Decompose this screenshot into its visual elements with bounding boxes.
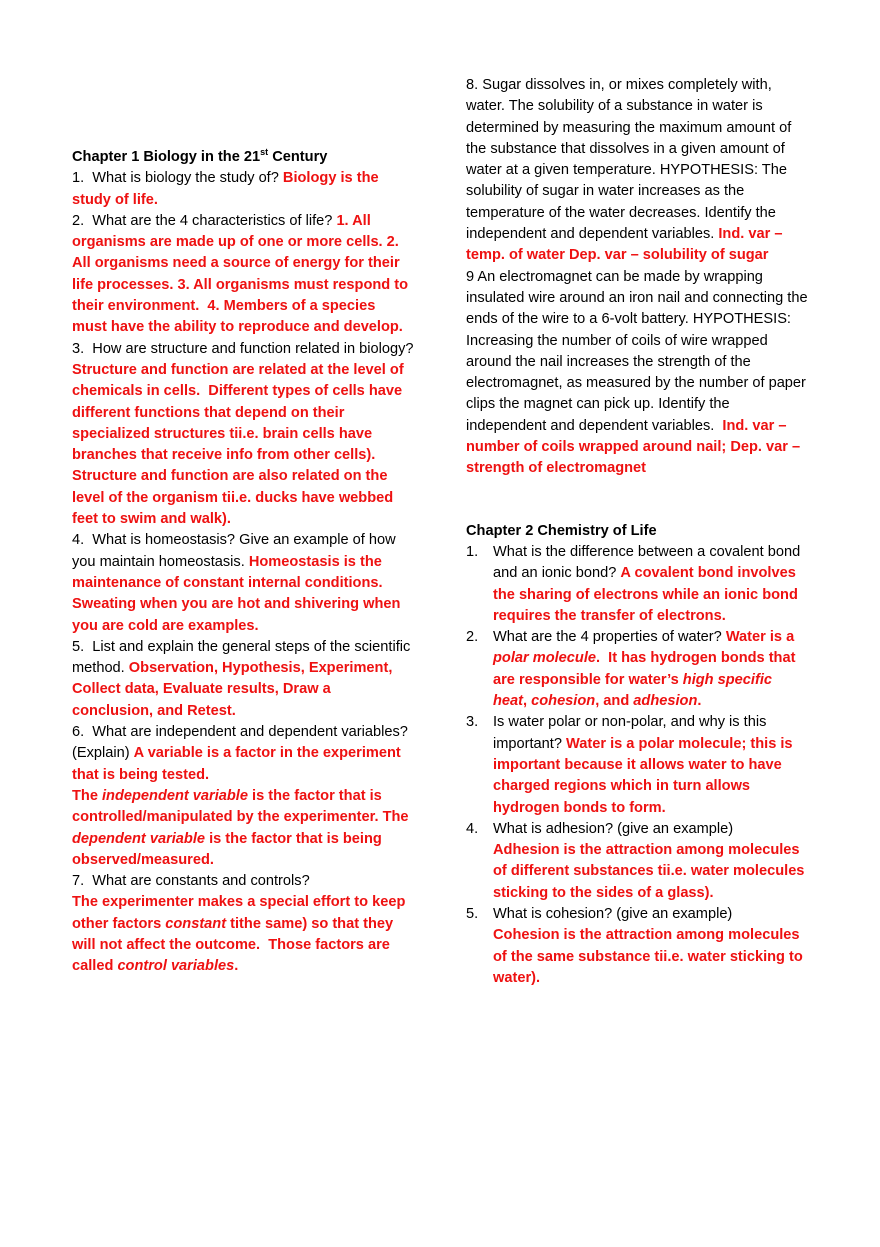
answer-text: independent variable [102, 787, 248, 804]
answer-text: Water is a polar molecule; this is important because it allows water to have charged regions which in turn allows hydrogen bonds to form. [493, 735, 797, 816]
answer-text: Ind. var – temp. of water Dep. var – solubility of sugar [466, 226, 787, 264]
question-text: Is water polar or non-polar, and why is this important? [493, 714, 771, 752]
answer-text: . [697, 693, 702, 710]
answer-text: high specific heat [493, 671, 777, 710]
answer-text: tithe same) so that they will not affect the outcome. Those factors are called [72, 915, 398, 975]
answer-text: Adhesion is the attraction among molecules of different substances tii.e. water molecules sticking to the sides of a glass). [493, 842, 809, 901]
paragraph [72, 786, 414, 871]
list-number: 5. [466, 905, 479, 922]
answer-text: A covalent bond involves the sharing of electrons while an ionic bond requires the transfer of electrons. [493, 565, 802, 624]
answer-text: , [523, 693, 532, 710]
list-number: 4. [466, 820, 479, 837]
list-item [466, 542, 808, 627]
answer-text: Homeostasis is the maintenance of constant internal conditions. Sweating when you are hot and shivering when you are cold are examples. [72, 553, 405, 634]
list-item-body [493, 712, 808, 818]
answer-text: . [234, 958, 239, 975]
question-text: 4. What is homeostasis? Give an example of how you maintain homeostasis. [72, 532, 400, 570]
question-text: 3. How are structure and function related in biology? [72, 340, 418, 357]
question-text: 6. What are independent and dependent variables? (Explain) [72, 724, 412, 762]
paragraph [72, 722, 414, 786]
list-item [466, 819, 808, 904]
column-right [466, 75, 812, 989]
paragraph [72, 211, 414, 339]
list-item [466, 627, 808, 712]
answer-text: Cohesion is the attraction among molecules of the same substance tii.e. water sticking to water). [493, 927, 807, 986]
list-number: 3. [466, 714, 479, 731]
answer-text: Observation, Hypothesis, Experiment, Collect data, Evaluate results, Draw a conclusion, and Retest. [72, 660, 397, 719]
answer-text: Structure and function are related at the level of chemicals in cells. Different types of cells have different functions that depend on their specialized structures tii.e. brain cells have branches that receive info from other cells). Structure and function are also related on the level of the organism tii.e. ducks have webbed feet to swim and walk). [72, 361, 408, 528]
question-text: 8. Sugar dissolves in, or mixes completely with, water. The solubility of a substance in water is determined by measuring the maximum amount of the substance that dissolves in a given amount of water at a given temperature. HYPOTHESIS: The solubility of sugar in water increases as the temperature of the water decreases. Identify the independent and dependent variables. [466, 77, 796, 243]
list-item-body [493, 542, 808, 627]
answer-text: constant [165, 915, 227, 932]
answer-text: , and [595, 693, 634, 710]
answer-text: polar molecule [493, 650, 596, 667]
list-item [466, 712, 808, 818]
question-text: What is adhesion? (give an example) [493, 820, 734, 837]
paragraph [72, 892, 414, 977]
list-item-body [493, 627, 808, 712]
list-item-body [493, 819, 808, 904]
answer-text: cohesion [531, 693, 596, 710]
list-item-body [493, 904, 808, 989]
question-text: 7. What are constants and controls? [72, 873, 310, 890]
list-item [466, 904, 808, 989]
question-text: 9 An electromagnet can be made by wrapping insulated wire around an iron nail and connecting the ends of the wire to a 6-volt battery. HYPOTHESIS: Increasing the number of coils of wire wrapped around the nail increases the strength of the electromagnet, as measured by the number of paper clips the magnet can pick up. Identify the independent and dependent variables. [466, 268, 812, 434]
question-text: What is cohesion? (give an example) [493, 905, 733, 922]
answer-text: . It has hydrogen bonds that are responsible for water’s [493, 650, 800, 688]
paragraph [72, 339, 418, 531]
question-text: 1. What is biology the study of? [72, 170, 283, 187]
answer-text: Water is a [725, 629, 799, 646]
answer-text: A variable is a factor in the experiment that is being tested. [72, 745, 405, 783]
answer-text: 1. All organisms are made up of one or more cells. 2. All organisms need a source of energy for their life processes. 3. All organisms must respond to their environment. 4. Members of a species must have the ability to reproduce and develop. [72, 212, 413, 336]
paragraph [466, 267, 812, 480]
answer-text: Ind. var – number of coils wrapped around nail; Dep. var – strength of electromagnet [466, 417, 805, 477]
answer-text: The experimenter makes a special effort to keep other factors [72, 894, 410, 932]
section-heading [72, 147, 414, 168]
paragraph [466, 75, 808, 267]
question-text: st [260, 147, 269, 158]
question-text: Century [268, 149, 328, 165]
answer-text: control variables [117, 958, 235, 975]
paragraph [72, 168, 414, 211]
answer-text: is the factor that is being observed/measured. [72, 830, 386, 868]
column-left [72, 147, 418, 978]
list-number: 2. [466, 629, 479, 646]
question-text: 5. List and explain the general steps of the scientific method. [72, 638, 415, 677]
answer-text: adhesion [633, 693, 698, 710]
question-text: Chapter 2 Chemistry of Life [466, 522, 657, 539]
question-text: What is the difference between a covalent bond and an ionic bond? [493, 543, 805, 582]
section-heading [466, 521, 808, 542]
answer-text: The [72, 787, 102, 804]
list-number: 1. [466, 543, 479, 560]
question-text: What are the 4 properties of water? [493, 629, 726, 646]
paragraph [72, 871, 414, 892]
question-text: Chapter 1 Biology in the 21 [72, 149, 261, 165]
answer-text: is the factor that is controlled/manipulated by the experimenter. The [72, 787, 413, 826]
answer-text: Biology is the study of life. [72, 170, 383, 208]
question-text: 2. What are the 4 characteristics of life? [72, 212, 337, 229]
paragraph [72, 530, 414, 636]
paragraph [72, 637, 414, 722]
answer-text: dependent variable [72, 830, 206, 847]
